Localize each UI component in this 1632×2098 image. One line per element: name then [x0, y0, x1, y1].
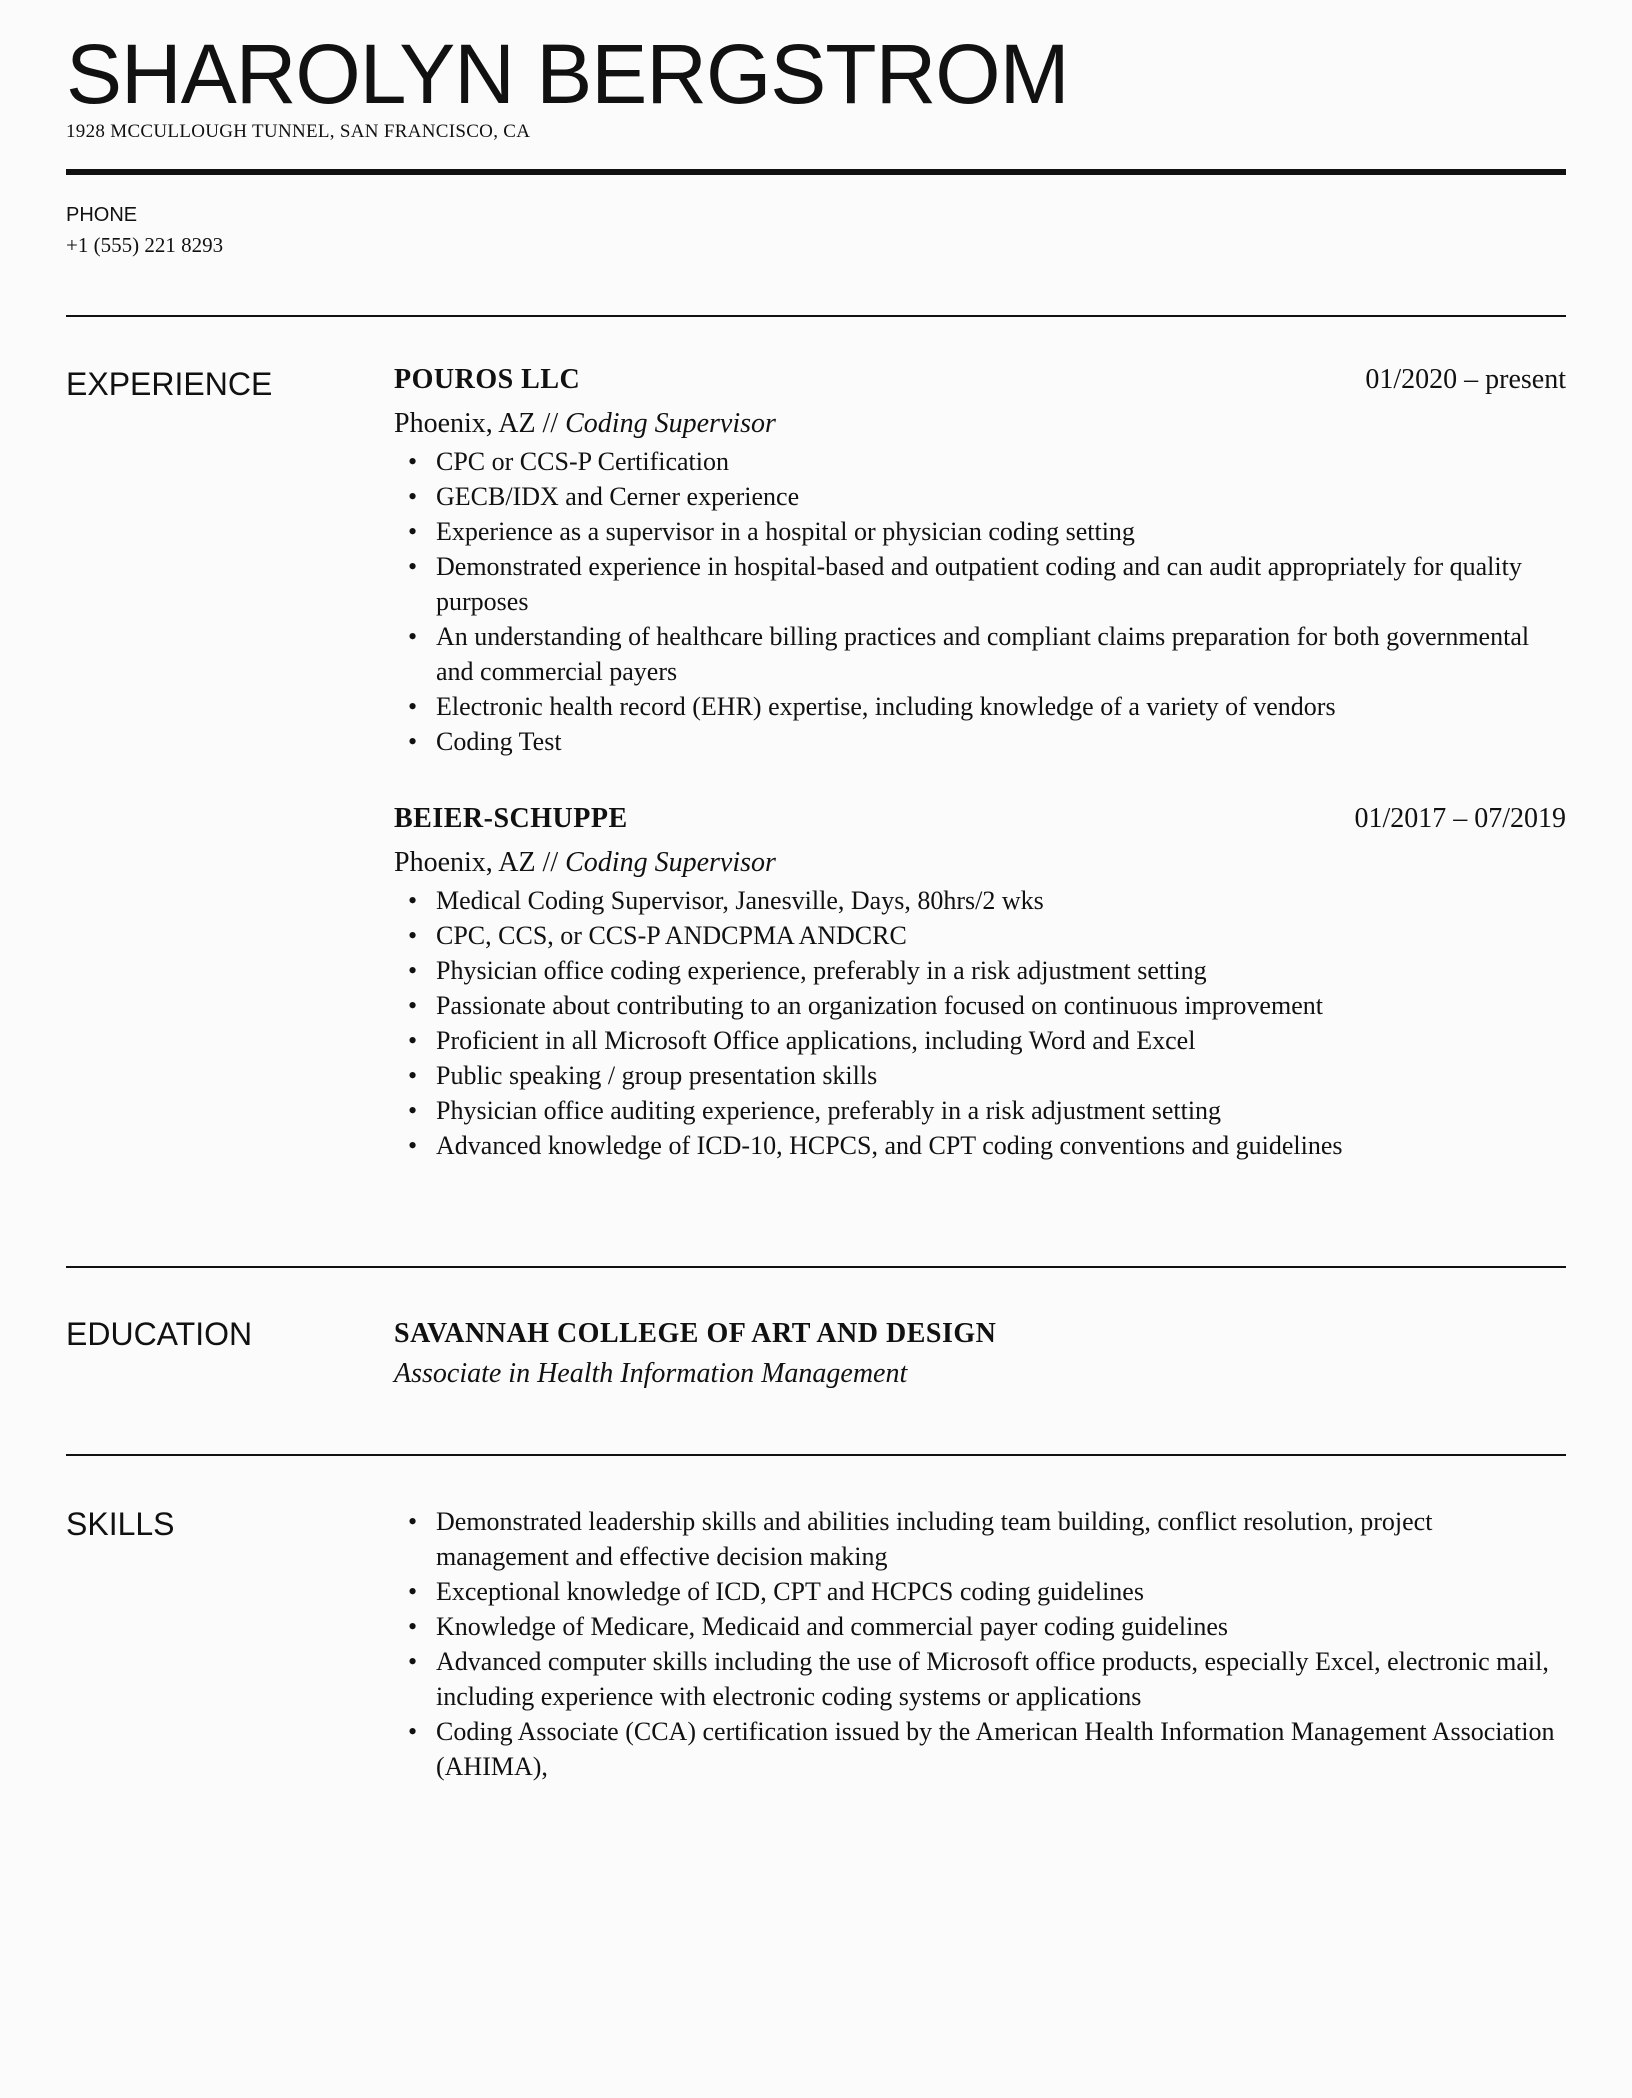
candidate-name: SHAROLYN BERGSTROM	[66, 27, 1069, 121]
job-entry	[394, 803, 1566, 1163]
job-location: Phoenix, AZ //	[394, 408, 559, 439]
school-name: SAVANNAH COLLEGE OF ART AND DESIGN	[394, 1318, 997, 1349]
job-location-role	[394, 843, 1566, 883]
phone-label: PHONE	[66, 204, 138, 226]
list-item: • Demonstrated leadership skills and abilities including team building, conflict resolution, project management and effective decision making	[394, 1504, 1566, 1574]
skills-list	[394, 1504, 1566, 1784]
list-item: • Advanced knowledge of ICD-10, HCPCS, and CPT coding conventions and guidelines	[394, 1128, 1566, 1163]
job-role: Coding Supervisor	[565, 408, 776, 439]
list-item: • CPC, CCS, or CCS-P ANDCPMA ANDCRC	[394, 918, 1566, 953]
list-item: • Experience as a supervisor in a hospital or physician coding setting	[394, 514, 1566, 549]
section-divider	[66, 1454, 1566, 1456]
job-dates: 01/2020 – present	[1365, 364, 1566, 395]
phone-number: +1 (555) 221 8293	[66, 233, 224, 257]
list-item: • Physician office auditing experience, preferably in a risk adjustment setting	[394, 1093, 1566, 1128]
job-location: Phoenix, AZ //	[394, 847, 559, 878]
experience-section	[394, 364, 1566, 1163]
experience-heading: EXPERIENCE	[66, 366, 273, 402]
job-role: Coding Supervisor	[565, 847, 776, 878]
header-divider	[66, 169, 1566, 175]
list-item: • Demonstrated experience in hospital-based and outpatient coding and can audit appropriately for quality purposes	[394, 549, 1566, 619]
job-duties	[394, 883, 1566, 1163]
job-dates: 01/2017 – 07/2019	[1354, 803, 1566, 834]
list-item: • GECB/IDX and Cerner experience	[394, 479, 1566, 514]
job-location-role	[394, 404, 1566, 444]
list-item: • Knowledge of Medicare, Medicaid and commercial payer coding guidelines	[394, 1609, 1566, 1644]
job-entry	[394, 364, 1566, 759]
list-item: • CPC or CCS-P Certification	[394, 444, 1566, 479]
list-item: • Coding Associate (CCA) certification issued by the American Health Information Management Association (AHIMA),	[394, 1714, 1566, 1784]
list-item: • An understanding of healthcare billing practices and compliant claims preparation for both governmental and commercial payers	[394, 619, 1566, 689]
education-section	[394, 1314, 1566, 1394]
list-item: • Exceptional knowledge of ICD, CPT and HCPCS coding guidelines	[394, 1574, 1566, 1609]
company-name: POUROS LLC	[394, 364, 581, 395]
address: 1928 MCCULLOUGH TUNNEL, SAN FRANCISCO, CA	[66, 121, 531, 142]
list-item: • Public speaking / group presentation skills	[394, 1058, 1566, 1093]
list-item: • Coding Test	[394, 724, 1566, 759]
skills-heading: SKILLS	[66, 1506, 175, 1542]
list-item: • Advanced computer skills including the use of Microsoft office products, especially Excel, electronic mail, including experience with electronic coding systems or applications	[394, 1644, 1566, 1714]
list-item: • Passionate about contributing to an organization focused on continuous improvement	[394, 988, 1566, 1023]
list-item: • Electronic health record (EHR) expertise, including knowledge of a variety of vendors	[394, 689, 1566, 724]
list-item: • Physician office coding experience, preferably in a risk adjustment setting	[394, 953, 1566, 988]
section-divider	[66, 1266, 1566, 1268]
company-name: BEIER-SCHUPPE	[394, 803, 628, 834]
degree: Associate in Health Information Management	[394, 1358, 908, 1389]
education-heading: EDUCATION	[66, 1316, 253, 1352]
skills-section	[394, 1504, 1566, 1784]
job-duties	[394, 444, 1566, 759]
section-divider	[66, 315, 1566, 317]
list-item: • Medical Coding Supervisor, Janesville, Days, 80hrs/2 wks	[394, 883, 1566, 918]
list-item: • Proficient in all Microsoft Office applications, including Word and Excel	[394, 1023, 1566, 1058]
